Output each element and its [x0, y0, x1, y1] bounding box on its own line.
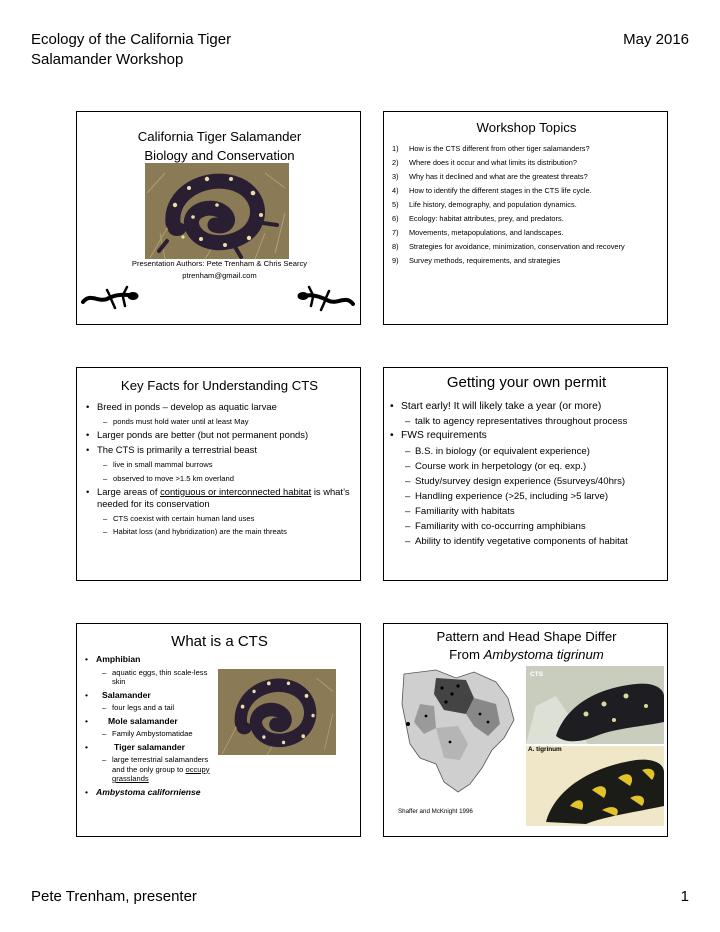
handout-title-line2: Salamander Workshop — [31, 51, 184, 68]
slide-heading-line1: Pattern and Head Shape Differ — [436, 629, 617, 644]
sub-bullet: – aquatic eggs, thin scale-less skin — [102, 668, 222, 687]
sub-bullet: – Ability to identify vegetative components of habitat — [405, 534, 668, 549]
sub-bullet: – Familiarity with co-occurring amphibians — [405, 519, 668, 534]
bullet: • Breed in ponds – develop as aquatic larvae – ponds must hold water until at least May — [86, 401, 356, 427]
salamander-silhouette-left-icon — [81, 282, 139, 314]
slide-title-line1: California Tiger Salamander — [137, 129, 302, 144]
cts-list — [85, 654, 220, 797]
sub-bullet: – CTS coexist with certain human land uses — [103, 513, 356, 524]
slide-heading — [384, 628, 668, 664]
authors-text: Presentation Authors: Pete Trenham & Chris Searcy — [131, 259, 308, 268]
slide-title-heading — [77, 127, 361, 165]
slide-title-credits — [77, 258, 361, 282]
bullet: • Salamander – four legs and a tail — [85, 690, 220, 713]
sub-bullet: – Study/survey design experience (5surveys/40hrs) — [405, 474, 668, 489]
bullet: • Tiger salamander – large terrestrial salamanders and the only group to occupy grasslands — [85, 742, 220, 784]
cts-label: CTS — [530, 671, 544, 678]
handout-title — [31, 30, 231, 70]
topic-item: 8) Strategies for avoidance, minimization, conservation and recovery — [392, 242, 625, 251]
sub-bullet: – talk to agency representatives throughout process — [405, 415, 668, 430]
topic-item: 5) Life history, demography, and population dynamics. — [392, 200, 577, 209]
bullet: • Start early! It will likely take a year (or more) – talk to agency representatives throughout process — [390, 400, 668, 429]
topic-item: 2) Where does it occur and what limits its distribution? — [392, 158, 578, 167]
topic-item: 3) Why has it declined and what are the greatest threats? — [392, 172, 588, 181]
tigrinum-head-image — [526, 746, 664, 826]
slide-workshop-topics — [383, 111, 668, 325]
sub-bullet: – Family Ambystomatidae — [102, 729, 220, 739]
sub-bullet: – live in small mammal burrows — [103, 459, 356, 470]
slide-what-is-cts — [76, 623, 361, 837]
handout-title-line1: Ecology of the California Tiger — [31, 31, 232, 48]
topic-item: 4) How to identify the different stages in the CTS life cycle. — [392, 186, 592, 195]
slide-title — [76, 111, 361, 325]
slide-key-facts — [76, 367, 361, 581]
slide-pattern-head — [383, 623, 668, 837]
salamander-silhouette-right-icon — [297, 282, 355, 314]
bullet: • Ambystoma californiense — [85, 787, 220, 798]
distribution-map — [396, 664, 524, 804]
topic-item: 6) Ecology: habitat attributes, prey, and predators. — [392, 214, 564, 223]
permit-list — [390, 400, 668, 549]
slide-heading-line2: From Ambystoma tigrinum — [449, 647, 604, 662]
salamander-photo — [218, 669, 336, 755]
topic-item: 7) Movements, metapopulations, and landscapes. — [392, 228, 564, 237]
key-facts-list — [86, 401, 356, 537]
slide-heading: Key Facts for Understanding CTS — [120, 378, 319, 393]
map-credit: Shaffer and McKnight 1996 — [398, 808, 473, 815]
sub-bullet: – Familiarity with habitats — [405, 504, 668, 519]
topic-item: 1) How is the CTS different from other tiger salamanders? — [392, 144, 590, 153]
presenter-footer: Pete Trenham, presenter — [31, 888, 197, 905]
tigrinum-label: A. tigrinum — [528, 746, 562, 753]
slide-heading: What is a CTS — [171, 633, 268, 650]
sub-bullet: – four legs and a tail — [102, 703, 220, 713]
sub-bullet: – observed to move >1.5 km overland — [103, 473, 356, 484]
sub-bullet: – B.S. in biology (or equivalent experience) — [405, 444, 668, 459]
slide-heading: Getting your own permit — [446, 374, 607, 391]
sub-bullet: – Course work in herpetology (or eq. exp.) — [405, 459, 668, 474]
bullet: • Large areas of contiguous or interconnected habitat is what’s needed for its conservation – CTS coexist with certain human land uses – Habitat loss (and hybridization) are the main threats — [86, 486, 356, 537]
sub-bullet: – ponds must hold water until at least May — [103, 416, 356, 427]
topics-list — [392, 144, 664, 270]
bullet: • The CTS is primarily a terrestrial beast – live in small mammal burrows – observed to move >1.5 km overland — [86, 444, 356, 484]
cts-head-image — [526, 666, 664, 744]
cts-head-photo — [526, 666, 664, 744]
email-text: ptrenham@gmail.com — [182, 271, 257, 280]
tigrinum-head-photo — [526, 746, 664, 826]
slide-heading: Workshop Topics — [476, 120, 577, 135]
sub-bullet: – large terrestrial salamanders and the only group to occupy grasslands — [102, 755, 222, 784]
handout-date: May 2016 — [623, 31, 689, 48]
page-number: 1 — [680, 888, 689, 905]
slide-title-line2: Biology and Conservation — [144, 148, 295, 163]
bullet: • Larger ponds are better (but not permanent ponds) — [86, 429, 356, 442]
sub-bullet: – Handling experience (>25, including >5 larve) — [405, 489, 668, 504]
bullet: • Mole salamander – Family Ambystomatidae — [85, 716, 220, 739]
slide-permit — [383, 367, 668, 581]
bullet: • FWS requirements – B.S. in biology (or equivalent experience) – Course work in herpetology (or eq. exp.) – Study/survey design experience (5surveys/40hrs) – Handling experience (>25, including >5 larve) – Familiarity with habitats – Familiarity with co-occurring amphibians – Ability to identify vegetative components of habitat — [390, 429, 668, 549]
bullet: • Amphibian – aquatic eggs, thin scale-less skin — [85, 654, 220, 687]
topic-item: 9) Survey methods, requirements, and strategies — [392, 256, 561, 265]
salamander-photo — [145, 163, 289, 259]
sub-bullet: – Habitat loss (and hybridization) are the main threats — [103, 526, 356, 537]
